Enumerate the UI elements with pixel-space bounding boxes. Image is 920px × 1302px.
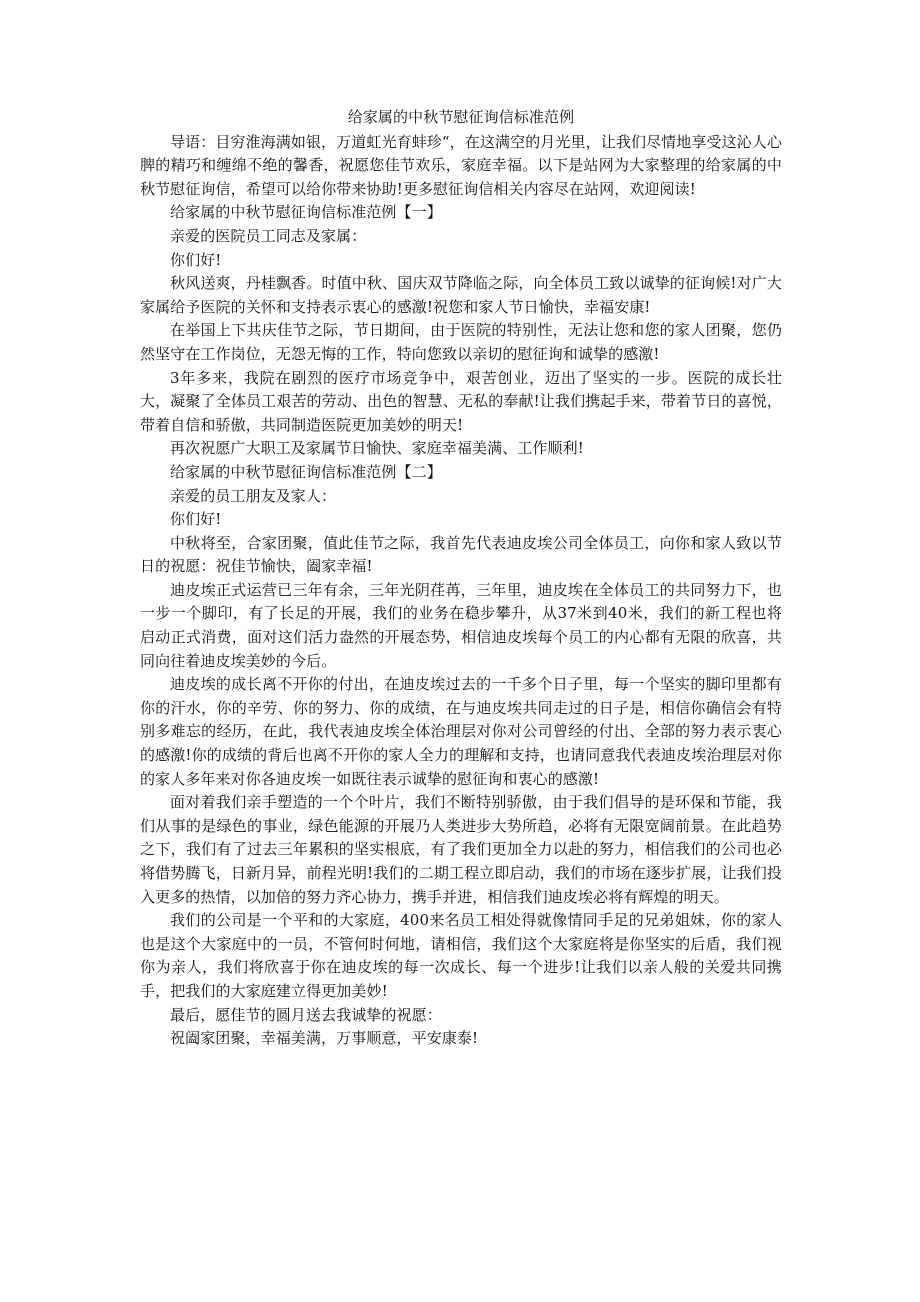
section-2-paragraph: 最后，愿佳节的圆月送去我诚挚的祝愿：: [170, 1005, 442, 1024]
intro-paragraph: 导语：目穷淮海满如银，万道虹光育蚌珍“，在这满空的月光里，让我们尽情地享受这沁人心脾的精巧和缠绵不绝的馨香，祝愿您佳节欢乐，家庭幸福。以下是站网为大家整理的给家属的中秋节慰征询信，希望可以给你带来协助!更多慰征询信相关内容尽在站网，欢迎阅读!: [140, 132, 782, 198]
section-2-paragraph: 祝阖家团聚，幸福美满，万事顺意，平安康泰!: [170, 1029, 479, 1048]
section-1-paragraph: 再次祝愿广大职工及家属节日愉快、家庭幸福美满、工作顺利!: [170, 439, 584, 458]
section-2-paragraph: 面对着我们亲手塑造的一个个叶片，我们不断特别骄傲，由于我们倡导的是环保和节能，我们从事的是绿色的事业，绿色能源的开展乃人类进步大势所趋，必将有无限宽阔前景。在此趋势之下，我们有了过去三年累积的坚实根底，有了我们更加全力以赴的努力，相信我们的公司也必将借势腾飞，日新月异，前程光明!我们的二期工程立即启动，我们的市场在逐步扩展，让我们投入更多的热情，以加倍的努力齐心协力，携手并进，相信我们迪皮埃必将有辉煌的明天。: [140, 793, 782, 906]
section-1-paragraph: 3年多来，我院在剧烈的医疗市场竞争中，艰苦创业，迈出了坚实的一步。医院的成长壮大，凝聚了全体员工艰苦的劳动、出色的智慧、无私的奉献!让我们携起手来，带着节日的喜悦，带着自信和骄傲，共同制造医院更加美妙的明天!: [140, 368, 782, 434]
section-1-heading: 给家属的中秋节慰征询信标准范例【一】: [170, 203, 442, 222]
section-2-paragraph: 迪皮埃正式运营已三年有余，三年光阴荏苒，三年里，迪皮埃在全体员工的共同努力下，也一步一个脚印，有了长足的开展，我们的业务在稳步攀升，从37米到40米，我们的新工程也将启动正式消费，面对这们活力盎然的开展态势，相信迪皮埃每个员工的内心都有无限的欣喜，共同向往着迪皮埃美妙的今后。: [140, 580, 782, 670]
section-1-greeting: 亲爱的医院员工同志及家属：: [170, 226, 367, 245]
section-1-salutation: 你们好!: [170, 250, 222, 269]
section-2-paragraph: 迪皮埃的成长离不开你的付出，在迪皮埃过去的一千多个日子里，每一个坚实的脚印里都有你的汗水，你的辛劳、你的努力、你的成绩，在与迪皮埃共同走过的日子是，相信你确信会有特别多难忘的经历，在此，我代表迪皮埃全体治理层对你对公司曾经的付出、全部的努力表示衷心的感激!你的成绩的背后也离不开你的家人全力的理解和支持，也请同意我代表迪皮埃治理层对你的家人多年来对你各迪皮埃一如既往表示诚挚的慰征询和衷心的感激!: [140, 675, 782, 788]
section-2-greeting: 亲爱的员工朋友及家人：: [170, 486, 337, 505]
section-1-paragraph: 在举国上下共庆佳节之际，节日期间，由于医院的特别性，无法让您和您的家人团聚，您仍然坚守在工作岗位，无怨无悔的工作，特向您致以亲切的慰征询和诚挚的感激!: [140, 321, 782, 363]
section-2-paragraph: 中秋将至，合家团聚，值此佳节之际，我首先代表迪皮埃公司全体员工，向你和家人致以节日的祝愿：祝佳节愉快，阖家幸福!: [140, 533, 782, 576]
document-body: [140, 106, 782, 1051]
section-2-paragraph: 我们的公司是一个平和的大家庭，400来名员工相处得就像情同手足的兄弟姐妹，你的家人也是这个大家庭中的一员，不管何时何地，请相信，我们这个大家庭将是你坚实的后盾，我们视你为亲人，我们将欣喜于你在迪皮埃的每一次成长、每一个进步!让我们以亲人般的关爱共同携手，把我们的大家庭建立得更加美妙!: [140, 911, 782, 1000]
document-title: 给家属的中秋节慰征询信标准范例: [347, 108, 575, 126]
section-2-salutation: 你们好!: [170, 510, 222, 529]
section-2-heading: 给家属的中秋节慰征询信标准范例【二】: [170, 462, 442, 481]
section-1-paragraph: 秋风送爽，丹桂飘香。时值中秋、国庆双节降临之际，向全体员工致以诚挚的征询候!对广大家属给予医院的关怀和支持表示衷心的感激!祝您和家人节日愉快，幸福安康!: [140, 274, 782, 316]
